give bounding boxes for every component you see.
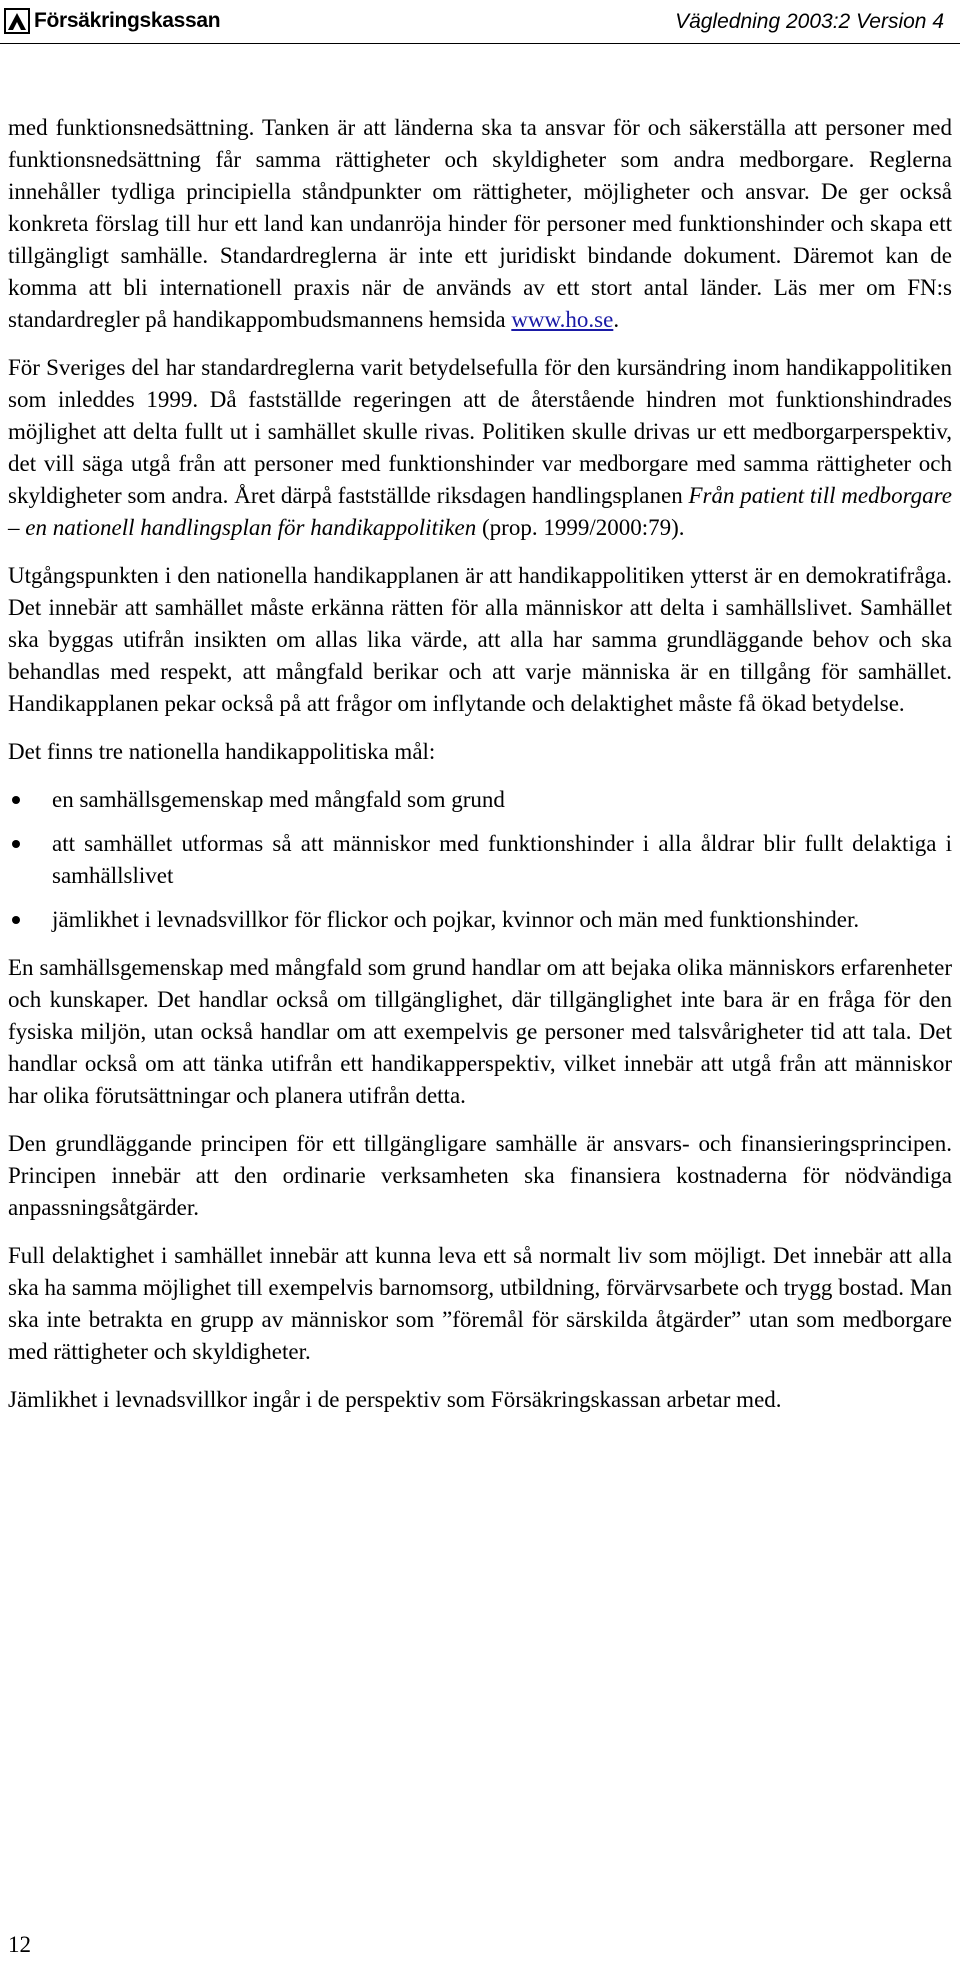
paragraph-1-end: . — [613, 307, 620, 332]
ho-website-link[interactable]: www.ho.se — [511, 307, 614, 332]
paragraph-4: Det finns tre nationella handikappolitiska mål: — [8, 739, 436, 764]
logo-emblem-icon — [4, 8, 30, 34]
goals-list — [8, 784, 952, 936]
paragraph-1-text: med funktionsnedsättning. Tanken är att länderna ska ta ansvar för och säkerställa att personer med funktionsnedsättning får samma rättigheter och skyldigheter som andra medborgare. Reglerna innehåller tydliga principiella ståndpunkter om rättigheter, möjligheter och ansvar. De ger också konkreta förslag till hur ett land kan undanröja hinder för personer med funktionshinder och skapa ett tillgängligt samhälle. Standardreglerna är inte ett juridiskt bindande dokument. Däremot kan de komma att bli internationell praxis när de används av ett stort antal länder. Läs mer om FN:s standardregler på handikappombudsmannens hemsida — [8, 115, 952, 332]
paragraph-8: Jämlikhet i levnadsvillkor ingår i de perspektiv som Försäkringskassan arbetar med. — [8, 1387, 782, 1412]
paragraph-2-text: För Sveriges del har standardreglerna varit betydelsefulla för den kursändring inom handikappolitiken som inleddes 1999. Då fastställde regeringen att de återstående hindren mot funktionshindrades möjlighet att delta fullt ut i samhället skulle rivas. Politiken skulle drivas ur ett medborgarperspektiv, det vill säga utgå från att personer med funktionshinder var medborgare med samma rättigheter och skyldigheter som andra. Året därpå fastställde riksdagen handlingsplanen — [8, 355, 952, 508]
list-item — [8, 904, 952, 936]
paragraph-1 — [8, 112, 952, 336]
goal-text: jämlikhet i levnadsvillkor för flickor och pojkar, kvinnor och män med funktionshinder. — [52, 907, 860, 932]
plan-title: Från patient till medborgare – en nationell handlingsplan för handikappolitiken — [8, 483, 952, 540]
goal-text: en samhällsgemenskap med mångfald som grund — [52, 787, 505, 812]
bullet-icon — [12, 796, 20, 804]
paragraph-6: Den grundläggande principen för ett tillgängligare samhälle är ansvars- och finansieringsprincipen. Principen innebär att den ordinarie verksamheten ska finansiera kostnaderna för nödvändiga anpassningsåtgärder. — [8, 1131, 952, 1220]
list-item — [8, 784, 952, 816]
paragraph-2 — [8, 352, 952, 544]
document-reference: Vägledning 2003:2 Version 4 — [675, 10, 944, 33]
paragraph-7: Full delaktighet i samhället innebär att kunna leva ett så normalt liv som möjligt. Det innebär att alla ska ha samma möjlighet till exempelvis barnomsorg, utbildning, förvärvsarbete och trygg bostad. Man ska inte betrakta en grupp av människor som ”föremål för särskilda åtgärder” utan som medborgare med rättigheter och skyldigheter. — [8, 1243, 952, 1364]
page-number: 12 — [8, 1932, 31, 1957]
paragraph-3: Utgångspunkten i den nationella handikapplanen är att handikappolitiken ytterst är en demokratifråga. Det innebär att samhället måste erkänna rätten för alla människor att delta i samhällslivet. Samhället ska byggas utifrån insikten om allas lika värde, att alla har samma grundläggande behov och ska behandlas med respekt, att mångfald berikar och att varje människa är en tillgång för samhället. Handikapplanen pekar också på att frågor om inflytande och delaktighet måste få ökad betydelse. — [8, 563, 952, 716]
paragraph-2-end: (prop. 1999/2000:79). — [476, 515, 685, 540]
list-item — [8, 828, 952, 892]
document-body — [8, 112, 952, 1432]
org-logo — [4, 8, 220, 34]
org-name: Försäkringskassan — [34, 9, 221, 32]
goal-text: att samhället utformas så att människor med funktionshinder i alla åldrar blir fullt delaktiga i samhällslivet — [52, 831, 952, 888]
bullet-icon — [12, 916, 20, 924]
header-divider — [0, 43, 960, 44]
page-header — [0, 0, 960, 44]
paragraph-5: En samhällsgemenskap med mångfald som grund handlar om att bejaka olika människors erfarenheter och kunskaper. Det handlar också om tillgänglighet, där tillgänglighet inte bara är en fråga för den fysiska miljön, utan också handlar om att exempelvis ge personer med talsvårigheter tid att tala. Det handlar också om att tänka utifrån ett handikapperspektiv, vilket innebär att utgå från att människor har olika förutsättningar och planera utifrån detta. — [8, 955, 952, 1108]
bullet-icon — [12, 840, 20, 848]
